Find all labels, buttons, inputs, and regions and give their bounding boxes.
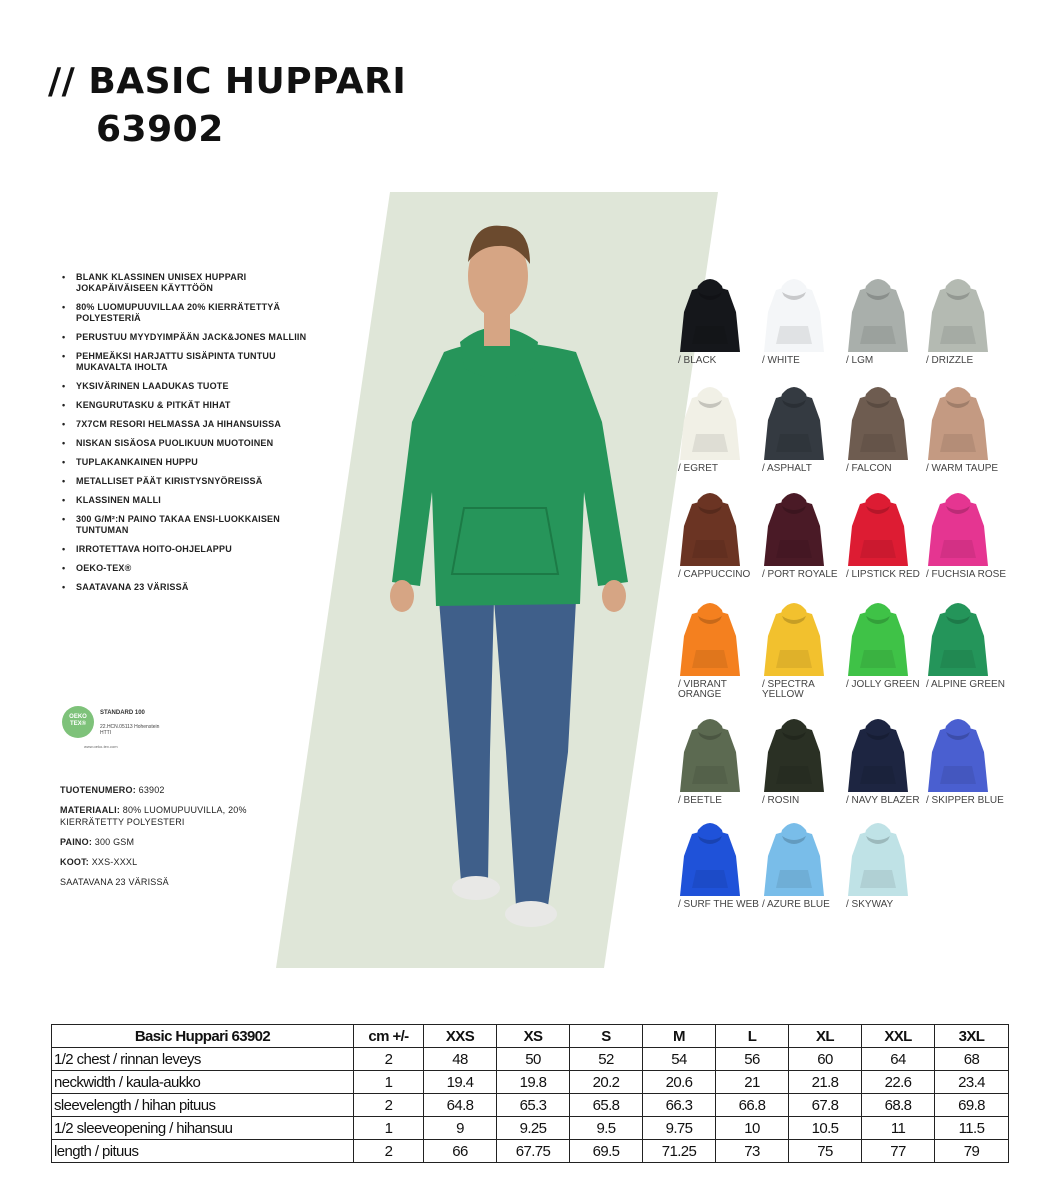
swatch-pocket xyxy=(940,650,976,668)
color-name: / LGM xyxy=(846,355,874,366)
hoodie-swatch-icon xyxy=(926,380,990,462)
color-name: / WARM TAUPE xyxy=(926,463,999,474)
swatch-hood xyxy=(780,493,808,508)
swatch-hood xyxy=(696,279,724,294)
size-value-cell: 11.5 xyxy=(935,1117,1009,1140)
size-value-cell: 64.8 xyxy=(424,1094,497,1117)
hoodie-swatch-icon xyxy=(926,712,990,794)
color-swatch xyxy=(926,486,1008,580)
swatch-pocket xyxy=(776,766,812,784)
hoodie-swatch-icon xyxy=(846,596,910,678)
size-value-cell: 21.8 xyxy=(789,1071,862,1094)
size-value-cell: 60 xyxy=(789,1048,862,1071)
swatch-hood xyxy=(864,719,892,734)
feature-list xyxy=(62,272,312,601)
swatch-pocket xyxy=(940,434,976,452)
feature-item: • KLASSINEN MALLI xyxy=(62,495,312,506)
color-swatch xyxy=(846,380,928,474)
swatch-hood xyxy=(864,279,892,294)
swatch-pocket xyxy=(776,434,812,452)
feature-item: • KENGURUTASKU & PITKÄT HIHAT xyxy=(62,400,312,411)
spec-value: 80% LUOMUPUUVILLA, 20% KIERRÄTETTY POLYESTERI xyxy=(60,805,247,827)
size-value-cell: 67.8 xyxy=(789,1094,862,1117)
feature-item: • SAATAVANA 23 VÄRISSÄ xyxy=(62,582,312,593)
swatch-pocket xyxy=(860,766,896,784)
swatch-pocket xyxy=(860,540,896,558)
swatch-hood xyxy=(780,387,808,402)
color-name: / ASPHALT xyxy=(762,463,812,474)
spec-key: MATERIAALI: xyxy=(60,805,121,815)
hoodie-swatch-icon xyxy=(678,380,742,462)
size-column-header: 3XL xyxy=(935,1025,1009,1048)
feature-item: • NISKAN SISÄOSA PUOLIKUUN MUOTOINEN xyxy=(62,438,312,449)
table-row xyxy=(52,1117,1009,1140)
color-swatch xyxy=(846,712,928,806)
swatch-hood xyxy=(696,603,724,618)
size-value-cell: 75 xyxy=(789,1140,862,1163)
color-name: / JOLLY GREEN xyxy=(846,679,920,690)
swatch-pocket xyxy=(940,326,976,344)
swatch-pocket xyxy=(860,870,896,888)
feature-item: • 7X7CM RESORI HELMASSA JA HIHANSUISSA xyxy=(62,419,312,430)
size-value-cell: 19.8 xyxy=(497,1071,570,1094)
color-swatch xyxy=(762,272,844,366)
size-value-cell: 11 xyxy=(862,1117,935,1140)
measurement-label: length / pituus xyxy=(52,1140,354,1163)
color-swatch xyxy=(678,816,760,910)
hoodie-swatch-icon xyxy=(762,712,826,794)
size-value-cell: 73 xyxy=(716,1140,789,1163)
size-column-header: cm +/- xyxy=(354,1025,424,1048)
right-hand xyxy=(602,580,626,612)
hoodie-swatch-icon xyxy=(678,596,742,678)
size-value-cell: 77 xyxy=(862,1140,935,1163)
size-column-header: L xyxy=(716,1025,789,1048)
size-value-cell: 10 xyxy=(716,1117,789,1140)
swatch-hood xyxy=(780,279,808,294)
color-name: / SKYWAY xyxy=(846,899,894,910)
size-value-cell: 9.5 xyxy=(570,1117,643,1140)
measurement-label: 1/2 chest / rinnan leveys xyxy=(52,1048,354,1071)
hoodie-swatch-icon xyxy=(678,272,742,354)
color-swatch xyxy=(926,596,1008,690)
model-photo xyxy=(276,192,718,968)
size-value-cell: 21 xyxy=(716,1071,789,1094)
swatch-pocket xyxy=(860,650,896,668)
color-swatch xyxy=(926,380,1008,474)
size-value-cell: 56 xyxy=(716,1048,789,1071)
spec-weight xyxy=(60,836,280,848)
hoodie-swatch-icon xyxy=(846,486,910,568)
table-row xyxy=(52,1048,1009,1071)
left-hand xyxy=(390,580,414,612)
spec-value: 63902 xyxy=(138,785,165,795)
color-name: / SURF THE WEB xyxy=(678,899,759,910)
size-chart-title: Basic Huppari 63902 xyxy=(52,1025,354,1048)
color-swatch xyxy=(762,486,844,580)
feature-item: • YKSIVÄRINEN LAADUKAS TUOTE xyxy=(62,381,312,392)
color-swatch xyxy=(678,712,760,806)
size-value-cell: 10.5 xyxy=(789,1117,862,1140)
spec-value: XXS-XXXL xyxy=(91,857,138,867)
color-name: / VIBRANT ORANGE xyxy=(678,679,727,700)
feature-item: • 80% LUOMUPUUVILLAA 20% KIERRÄTETTYÄ POLYESTERIÄ xyxy=(62,302,312,324)
right-shoe xyxy=(505,901,557,927)
size-value-cell: 67.75 xyxy=(497,1140,570,1163)
size-value-cell: 9 xyxy=(424,1117,497,1140)
table-row xyxy=(52,1071,1009,1094)
swatch-hood xyxy=(696,387,724,402)
size-value-cell: 20.6 xyxy=(643,1071,716,1094)
swatch-pocket xyxy=(692,766,728,784)
swatch-pocket xyxy=(692,650,728,668)
oeko-tex-logo: OEKO TEX® xyxy=(62,706,94,738)
measurement-label: sleevelength / hihan pituus xyxy=(52,1094,354,1117)
left-shoe xyxy=(452,876,500,900)
swatch-hood xyxy=(944,279,972,294)
oeko-tex-label xyxy=(62,706,162,752)
size-column-header: XL xyxy=(789,1025,862,1048)
color-name: / AZURE BLUE xyxy=(762,899,830,910)
color-name: / PORT ROYALE xyxy=(762,569,838,580)
size-value-cell: 23.4 xyxy=(935,1071,1009,1094)
size-value-cell: 64 xyxy=(862,1048,935,1071)
size-value-cell: 9.75 xyxy=(643,1117,716,1140)
hoodie-swatch-icon xyxy=(926,272,990,354)
size-column-header: XXL xyxy=(862,1025,935,1048)
color-swatch xyxy=(846,816,928,910)
swatch-hood xyxy=(780,603,808,618)
color-name: / SKIPPER BLUE xyxy=(926,795,1004,806)
color-swatch xyxy=(926,272,1008,366)
feature-item: • TUPLAKANKAINEN HUPPU xyxy=(62,457,312,468)
hoodie-swatch-icon xyxy=(762,380,826,462)
size-value-cell: 48 xyxy=(424,1048,497,1071)
size-value-cell: 69.5 xyxy=(570,1140,643,1163)
swatch-pocket xyxy=(776,870,812,888)
spec-sizes xyxy=(60,856,280,868)
size-value-cell: 52 xyxy=(570,1048,643,1071)
color-swatch xyxy=(678,272,760,366)
feature-item: • PERUSTUU MYYDYIMPÄÄN JACK&JONES MALLIIN xyxy=(62,332,312,343)
size-value-cell: 68.8 xyxy=(862,1094,935,1117)
color-name: / FALCON xyxy=(846,463,892,474)
tolerance-cell: 1 xyxy=(354,1117,424,1140)
color-name: / ROSIN xyxy=(762,795,800,806)
color-swatch xyxy=(678,380,760,474)
measurement-label: 1/2 sleeveopening / hihansuu xyxy=(52,1117,354,1140)
tolerance-cell: 2 xyxy=(354,1094,424,1117)
swatch-pocket xyxy=(940,766,976,784)
swatch-pocket xyxy=(860,434,896,452)
swatch-pocket xyxy=(692,326,728,344)
product-specs xyxy=(60,784,280,896)
color-swatch xyxy=(846,596,928,690)
size-value-cell: 66.8 xyxy=(716,1094,789,1117)
color-name: / NAVY BLAZER xyxy=(846,795,920,806)
size-column-header: XXS xyxy=(424,1025,497,1048)
color-name: / CAPPUCCINO xyxy=(678,569,751,580)
feature-item: • PEHMEÄKSI HARJATTU SISÄPINTA TUNTUU MUKAVALTA IHOLTA xyxy=(62,351,312,373)
size-value-cell: 66 xyxy=(424,1140,497,1163)
size-value-cell: 50 xyxy=(497,1048,570,1071)
swatch-hood xyxy=(944,387,972,402)
hoodie-swatch-icon xyxy=(926,486,990,568)
hoodie-swatch-icon xyxy=(762,486,826,568)
size-value-cell: 79 xyxy=(935,1140,1009,1163)
swatch-hood xyxy=(780,719,808,734)
swatch-hood xyxy=(864,603,892,618)
hoodie-swatch-icon xyxy=(846,380,910,462)
hoodie-swatch-icon xyxy=(926,596,990,678)
swatch-hood xyxy=(944,493,972,508)
color-name: / FUCHSIA ROSE xyxy=(926,569,1007,580)
color-name: / BEETLE xyxy=(678,795,722,806)
color-swatch xyxy=(762,596,844,700)
spec-value: 300 GSM xyxy=(94,837,135,847)
swatch-hood xyxy=(944,603,972,618)
feature-item: • 300 G/M²:N PAINO TAKAA ENSI-LUOKKAISEN TUNTUMAN xyxy=(62,514,312,536)
oeko-cert: 22.HCN.05113 Hohenstein HTTI xyxy=(100,724,160,736)
color-swatch xyxy=(762,380,844,474)
size-value-cell: 71.25 xyxy=(643,1140,716,1163)
color-swatch xyxy=(678,486,760,580)
swatch-hood xyxy=(864,387,892,402)
size-value-cell: 54 xyxy=(643,1048,716,1071)
color-name: / LIPSTICK RED xyxy=(846,569,920,580)
size-value-cell: 66.3 xyxy=(643,1094,716,1117)
size-column-header: M xyxy=(643,1025,716,1048)
size-value-cell: 20.2 xyxy=(570,1071,643,1094)
feature-item: • METALLISET PÄÄT KIRISTYSNYÖREISSÄ xyxy=(62,476,312,487)
hoodie-swatch-icon xyxy=(846,272,910,354)
swatch-hood xyxy=(696,823,724,838)
hoodie-swatch-icon xyxy=(678,486,742,568)
hoodie-swatch-icon xyxy=(846,712,910,794)
swatch-pocket xyxy=(692,540,728,558)
tolerance-cell: 1 xyxy=(354,1071,424,1094)
color-swatch xyxy=(762,712,844,806)
spec-availability: SAATAVANA 23 VÄRISSÄ xyxy=(60,877,169,887)
color-name: / SPECTRA YELLOW xyxy=(762,679,815,700)
swatch-hood xyxy=(944,719,972,734)
swatch-pocket xyxy=(776,650,812,668)
swatch-pocket xyxy=(692,870,728,888)
measurement-label: neckwidth / kaula-aukko xyxy=(52,1071,354,1094)
hoodie-swatch-icon xyxy=(678,712,742,794)
size-value-cell: 65.3 xyxy=(497,1094,570,1117)
title-product-code: 63902 xyxy=(96,109,224,150)
swatch-pocket xyxy=(692,434,728,452)
feature-item: • IRROTETTAVA HOITO-OHJELAPPU xyxy=(62,544,312,555)
color-name: / ALPINE GREEN xyxy=(926,679,1005,690)
swatch-pocket xyxy=(776,326,812,344)
spec-key: TUOTENUMERO: xyxy=(60,785,136,795)
spec-product-number xyxy=(60,784,280,796)
oeko-standard: STANDARD 100 xyxy=(100,710,145,716)
hoodie-swatch-icon xyxy=(846,816,910,898)
swatch-hood xyxy=(864,823,892,838)
color-swatch xyxy=(846,486,928,580)
size-chart-header xyxy=(52,1025,1009,1048)
swatch-pocket xyxy=(776,540,812,558)
table-row xyxy=(52,1140,1009,1163)
size-value-cell: 68 xyxy=(935,1048,1009,1071)
title-line-1: // BASIC HUPPARI xyxy=(48,61,407,102)
spec-material xyxy=(60,804,280,828)
spec-key: PAINO: xyxy=(60,837,93,847)
tolerance-cell: 2 xyxy=(354,1140,424,1163)
table-row xyxy=(52,1094,1009,1117)
hoodie-swatch-icon xyxy=(762,596,826,678)
product-title xyxy=(48,58,406,154)
swatch-hood xyxy=(864,493,892,508)
size-value-cell: 19.4 xyxy=(424,1071,497,1094)
size-column-header: XS xyxy=(497,1025,570,1048)
color-swatch xyxy=(762,816,844,910)
tolerance-cell: 2 xyxy=(354,1048,424,1071)
feature-item: • OEKO-TEX® xyxy=(62,563,312,574)
oeko-url: www.oeko-tex.com xyxy=(84,744,118,749)
color-name: / DRIZZLE xyxy=(926,355,974,366)
size-value-cell: 9.25 xyxy=(497,1117,570,1140)
swatch-pocket xyxy=(940,540,976,558)
color-name: / BLACK xyxy=(678,355,717,366)
color-name: / WHITE xyxy=(762,355,800,366)
color-swatch xyxy=(846,272,928,366)
size-value-cell: 65.8 xyxy=(570,1094,643,1117)
swatch-hood xyxy=(696,493,724,508)
swatch-hood xyxy=(780,823,808,838)
spec-key: KOOT: xyxy=(60,857,89,867)
swatch-hood xyxy=(696,719,724,734)
color-swatch xyxy=(926,712,1008,806)
size-value-cell: 22.6 xyxy=(862,1071,935,1094)
hoodie-swatch-icon xyxy=(762,272,826,354)
hoodie-swatch-icon xyxy=(762,816,826,898)
color-name: / EGRET xyxy=(678,463,719,474)
color-swatch xyxy=(678,596,760,700)
hoodie-swatch-icon xyxy=(678,816,742,898)
size-value-cell: 69.8 xyxy=(935,1094,1009,1117)
feature-item: • BLANK KLASSINEN UNISEX HUPPARI JOKAPÄIVÄISEEN KÄYTTÖÖN xyxy=(62,272,312,294)
swatch-pocket xyxy=(860,326,896,344)
size-column-header: S xyxy=(570,1025,643,1048)
size-chart xyxy=(51,1024,1009,1163)
